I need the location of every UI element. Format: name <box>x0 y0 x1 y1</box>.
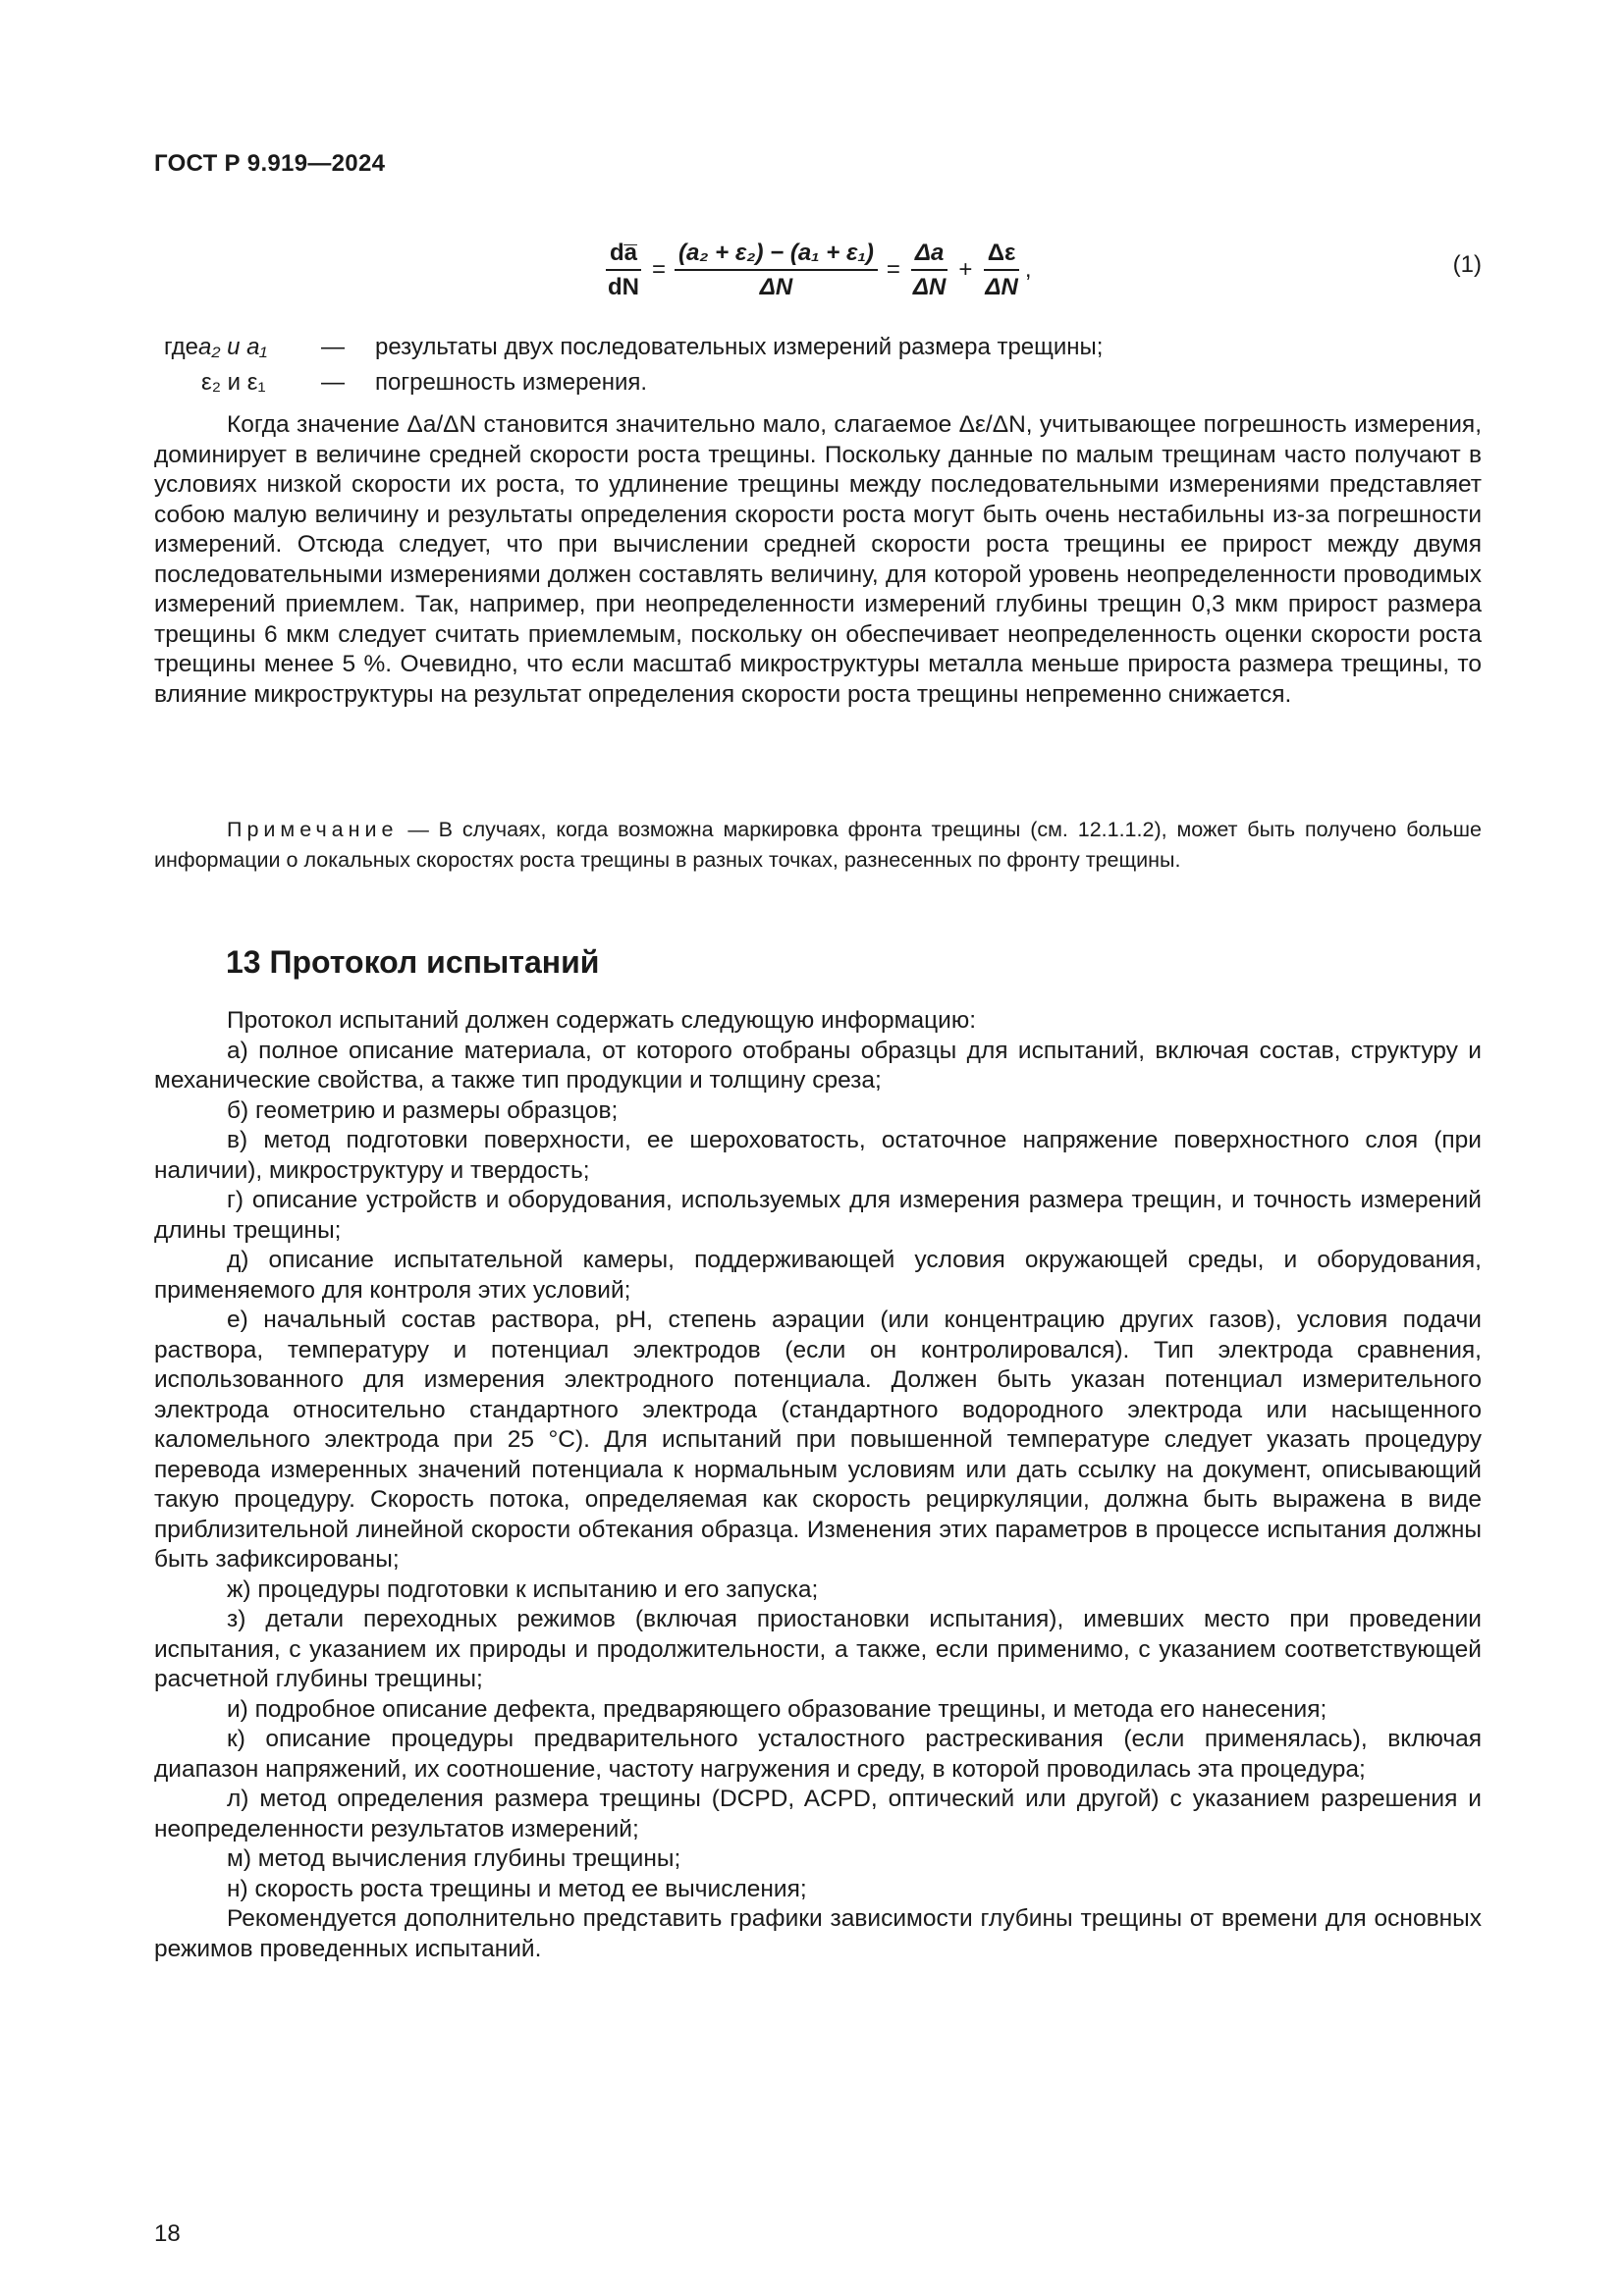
lhs-denominator: dN <box>608 273 639 300</box>
term1-numerator: Δa <box>911 240 947 271</box>
protocol-list <box>154 1006 1482 1964</box>
term1-fraction <box>909 240 949 301</box>
protocol-intro: Протокол испытаний должен содержать следующую информацию: <box>227 1007 977 1034</box>
term2-numerator: Δε <box>984 240 1020 271</box>
equals-sign-1: = <box>652 256 667 283</box>
explanation-paragraph <box>154 410 1482 710</box>
plus-sign: + <box>958 256 973 283</box>
equation-number: (1) <box>1452 251 1482 278</box>
where-dash-1: — <box>321 334 345 360</box>
list-item: б) геометрию и размеры образцов; <box>227 1096 619 1124</box>
paragraph-1: Когда значение Δa/ΔN становится значительно мало, слагаемое Δε/ΔN, учитывающее погрешность измерения, доминирует в величине средней скорости роста трещины. Поскольку данные по малым трещинам часто получают в условиях низкой скорости их роста, то удлинение трещины между последовательными измерениями представляет собою малую величину и результаты определения скорости роста могут быть очень нестабильны из-за погрешности измерений. Отсюда следует, что при вычислении средней скорости роста трещины ее прирост между двумя последовательными измерениями должен составлять величину, для которой уровень неопределенности проводимых измерений приемлем. Так, например, при неопределенности измерений глубины трещин 0,3 мкм прирост размера трещины 6 мкм следует считать приемлемым, поскольку он обеспечивает неопределенность оценки скорости роста трещины менее 5 %. Очевидно, что если масштаб микроструктуры металла меньше прироста размера трещины, то влияние микроструктуры на результат определения скорости роста трещины непременно снижается. <box>154 411 1482 708</box>
list-item: д) описание испытательной камеры, поддерживающей условия окружающей среды, и оборудования, применяемого для контроля этих условий; <box>154 1247 1482 1304</box>
equals-sign-2: = <box>886 256 900 283</box>
where-intro: где <box>164 334 199 360</box>
note-paragraph <box>154 815 1482 875</box>
list-item: м) метод вычисления глубины трещины; <box>227 1845 681 1872</box>
note-text: — В случаях, когда возможна маркировка фронта трещины (см. 12.1.1.2), может быть получено больше информации о локальных скоростях роста трещины в разных точках, разнесенных по фронту трещины. <box>154 818 1482 872</box>
term2-fraction <box>981 240 1021 301</box>
standard-header: ГОСТ Р 9.919—2024 <box>154 150 386 177</box>
protocol-closing: Рекомендуется дополнительно представить графики зависимости глубины трещины от времени для основных режимов проведенных испытаний. <box>154 1905 1482 1962</box>
middle-numerator: (a₂ + ε₂) − (a₁ + ε₁) <box>675 240 878 271</box>
list-item: з) детали переходных режимов (включая приостановки испытания), имевших место при проведении испытания, с указанием их природы и продолжительности, а также, если применимо, с указанием соответствующей расчетной глубины трещины; <box>154 1606 1482 1692</box>
lhs-numerator: da̅ <box>606 240 641 271</box>
equation-block <box>154 226 1482 314</box>
where-block <box>154 330 1482 400</box>
equation <box>601 226 1032 314</box>
where-definition-1: результаты двух последовательных измерений размера трещины; <box>375 334 1104 360</box>
where-symbol-1: a₂ и a₁ <box>198 334 268 360</box>
section-title: 13 Протокол испытаний <box>226 944 600 980</box>
list-item: ж) процедуры подготовки к испытанию и его запуска; <box>227 1575 819 1603</box>
list-item: г) описание устройств и оборудования, используемых для измерения размера трещин, и точность измерений длины трещины; <box>154 1187 1482 1244</box>
list-item: л) метод определения размера трещины (DCPD, ACPD, оптический или другой) с указанием разрешения и неопределенности результатов измерений; <box>154 1786 1482 1842</box>
term1-denominator: ΔN <box>912 273 947 300</box>
where-dash-2: — <box>321 369 345 396</box>
list-item: в) метод подготовки поверхности, ее шероховатость, остаточное напряжение поверхностного слоя (при наличии), микроструктуру и твердость; <box>154 1127 1482 1184</box>
where-symbol-2: ε₂ и ε₁ <box>201 369 266 396</box>
equation-comma: , <box>1024 256 1032 283</box>
list-item: н) скорость роста трещины и метод ее вычисления; <box>227 1875 807 1902</box>
list-item: а) полное описание материала, от которого отобраны образцы для испытаний, включая состав, структуру и механические свойства, а также тип продукции и толщину среза; <box>154 1037 1482 1094</box>
term2-denominator: ΔN <box>985 273 1018 300</box>
note-label: Примечание <box>227 818 399 841</box>
where-definition-2: погрешность измерения. <box>375 369 648 396</box>
list-item: е) начальный состав раствора, pH, степень аэрации (или концентрацию других газов), условия подачи раствора, температуру и потенциал электродов (если он контролировался). Тип электрода сравнения, использованного для измерения электродного потенциала. Должен быть указан потенциал измерительного электрода относительно стандартного электрода (стандартного водородного электрода или насыщенного каломельного электрода при 25 °C). Для испытаний при повышенной температуре следует указать процедуру перевода измеренных значений потенциала к нормальным условиям или дать ссылку на документ, описывающий такую процедуру. Скорость потока, определяемая как скорость рециркуляции, должна быть выражена в виде приблизительной линейной скорости обтекания образца. Изменения этих параметров в процессе испытания должны быть зафиксированы; <box>154 1307 1482 1573</box>
middle-denominator: ΔN <box>759 273 793 300</box>
note-block <box>154 815 1482 875</box>
page-number: 18 <box>154 2220 181 2247</box>
list-item: и) подробное описание дефекта, предваряющего образование трещины, и метода его нанесения; <box>227 1695 1327 1723</box>
lhs-fraction <box>604 240 643 301</box>
middle-fraction <box>675 240 878 301</box>
list-item: к) описание процедуры предварительного усталостного растрескивания (если применялась), включая диапазон напряжений, их соотношение, частоту нагружения и среду, в которой проводилась эта процедура; <box>154 1726 1482 1783</box>
